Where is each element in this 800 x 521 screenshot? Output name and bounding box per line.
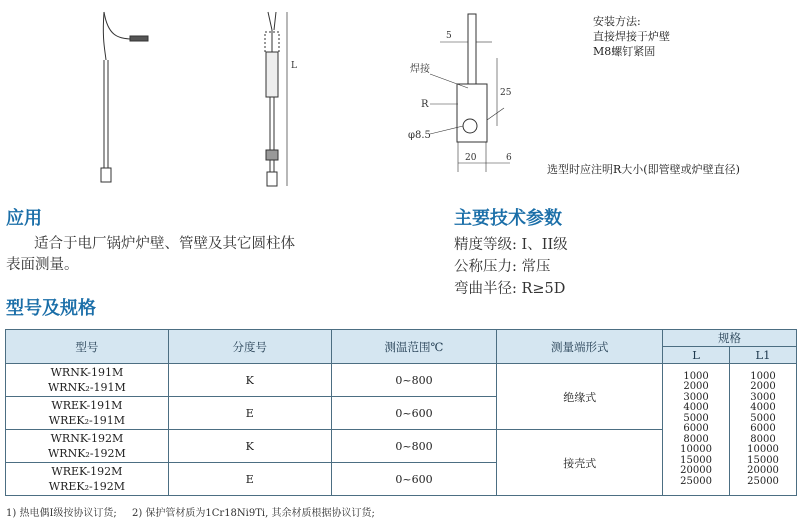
- grade-cell: E: [168, 397, 331, 430]
- model-code: WRNK₂-191M: [48, 381, 126, 394]
- models-spec-table: [5, 329, 797, 496]
- tech-params-list: [454, 234, 568, 300]
- header-grade: 分度号: [168, 330, 331, 364]
- model-code: WREK₂-191M: [48, 414, 126, 427]
- range-cell: 0~600: [331, 463, 497, 496]
- dim-25-label: 25: [500, 88, 512, 98]
- dim-5-label: 5: [446, 31, 452, 41]
- header-model: 型号: [6, 330, 169, 364]
- grade-cell: E: [168, 463, 331, 496]
- application-heading: 应用: [6, 208, 42, 229]
- model-code: WRNK-192M: [50, 432, 124, 445]
- model-code: WREK-191M: [51, 399, 123, 412]
- dim-L-label: L: [291, 61, 297, 71]
- application-line-2: 表面测量。: [6, 257, 79, 273]
- end-type-cell: 绝缘式: [497, 364, 663, 430]
- tech-param-pressure: 公称压力: 常压: [454, 259, 551, 275]
- mounting-block-drawing: [430, 14, 510, 172]
- tech-param-bend-radius: 弯曲半径: R≥5D: [454, 281, 566, 297]
- diameter-label: φ8.5: [408, 130, 431, 141]
- grade-cell: K: [168, 430, 331, 463]
- grade-cell: K: [168, 364, 331, 397]
- install-line-1: 直接焊接于炉壁: [593, 30, 670, 43]
- model-cell: [6, 364, 169, 397]
- install-method-note: [593, 14, 670, 59]
- model-code: WREK-192M: [51, 465, 123, 478]
- range-cell: 0~800: [331, 430, 497, 463]
- thermocouple-cable-drawing: [101, 12, 148, 182]
- header-L1: L1: [730, 347, 797, 364]
- model-code: WREK₂-192M: [48, 480, 126, 493]
- table-row: [6, 364, 797, 397]
- models-heading: 型号及规格: [6, 298, 96, 319]
- dim-20-label: 20: [465, 153, 477, 163]
- L1-values-cell: 1000 2000 3000 4000 5000 6000 8000 10000 15000 20000 25000: [730, 364, 797, 496]
- L-values-cell: 1000 2000 3000 4000 5000 6000 8000 10000 15000 20000 25000: [663, 364, 730, 496]
- tech-param-accuracy: 精度等级: I、II级: [454, 237, 568, 253]
- weld-label: 焊接: [410, 64, 430, 75]
- application-text: [6, 234, 386, 276]
- model-code: WRNK-191M: [50, 366, 124, 379]
- install-title: 安装方法:: [593, 15, 641, 28]
- application-line-1: 适合于电厂锅炉炉壁、管壁及其它圆柱体: [34, 236, 295, 252]
- install-line-2: M8螺钉紧固: [593, 45, 656, 58]
- model-cell: [6, 430, 169, 463]
- header-spec: 规格: [663, 330, 797, 347]
- footnote-1: 1) 热电偶I级按协议订货;: [6, 508, 117, 519]
- model-code: WRNK₂-192M: [48, 447, 126, 460]
- tech-params-heading: 主要技术参数: [454, 208, 562, 229]
- footnotes: [6, 504, 375, 519]
- range-cell: 0~800: [331, 364, 497, 397]
- radius-label: R: [421, 99, 429, 110]
- model-cell: [6, 463, 169, 496]
- header-range: 测温范围℃: [331, 330, 497, 364]
- model-cell: [6, 397, 169, 430]
- footnote-2: 2) 保护管材质为1Cr18Ni9Ti, 其余材质根据协议订货;: [131, 508, 375, 519]
- header-end-type: 测量端形式: [497, 330, 663, 364]
- side-view-drawing: [265, 12, 287, 186]
- end-type-cell: 接壳式: [497, 430, 663, 496]
- range-cell: 0~600: [331, 397, 497, 430]
- selection-note: 选型时应注明R大小(即管壁或炉壁直径): [547, 163, 740, 176]
- dim-6-label: 6: [506, 153, 512, 163]
- header-L: L: [663, 347, 730, 364]
